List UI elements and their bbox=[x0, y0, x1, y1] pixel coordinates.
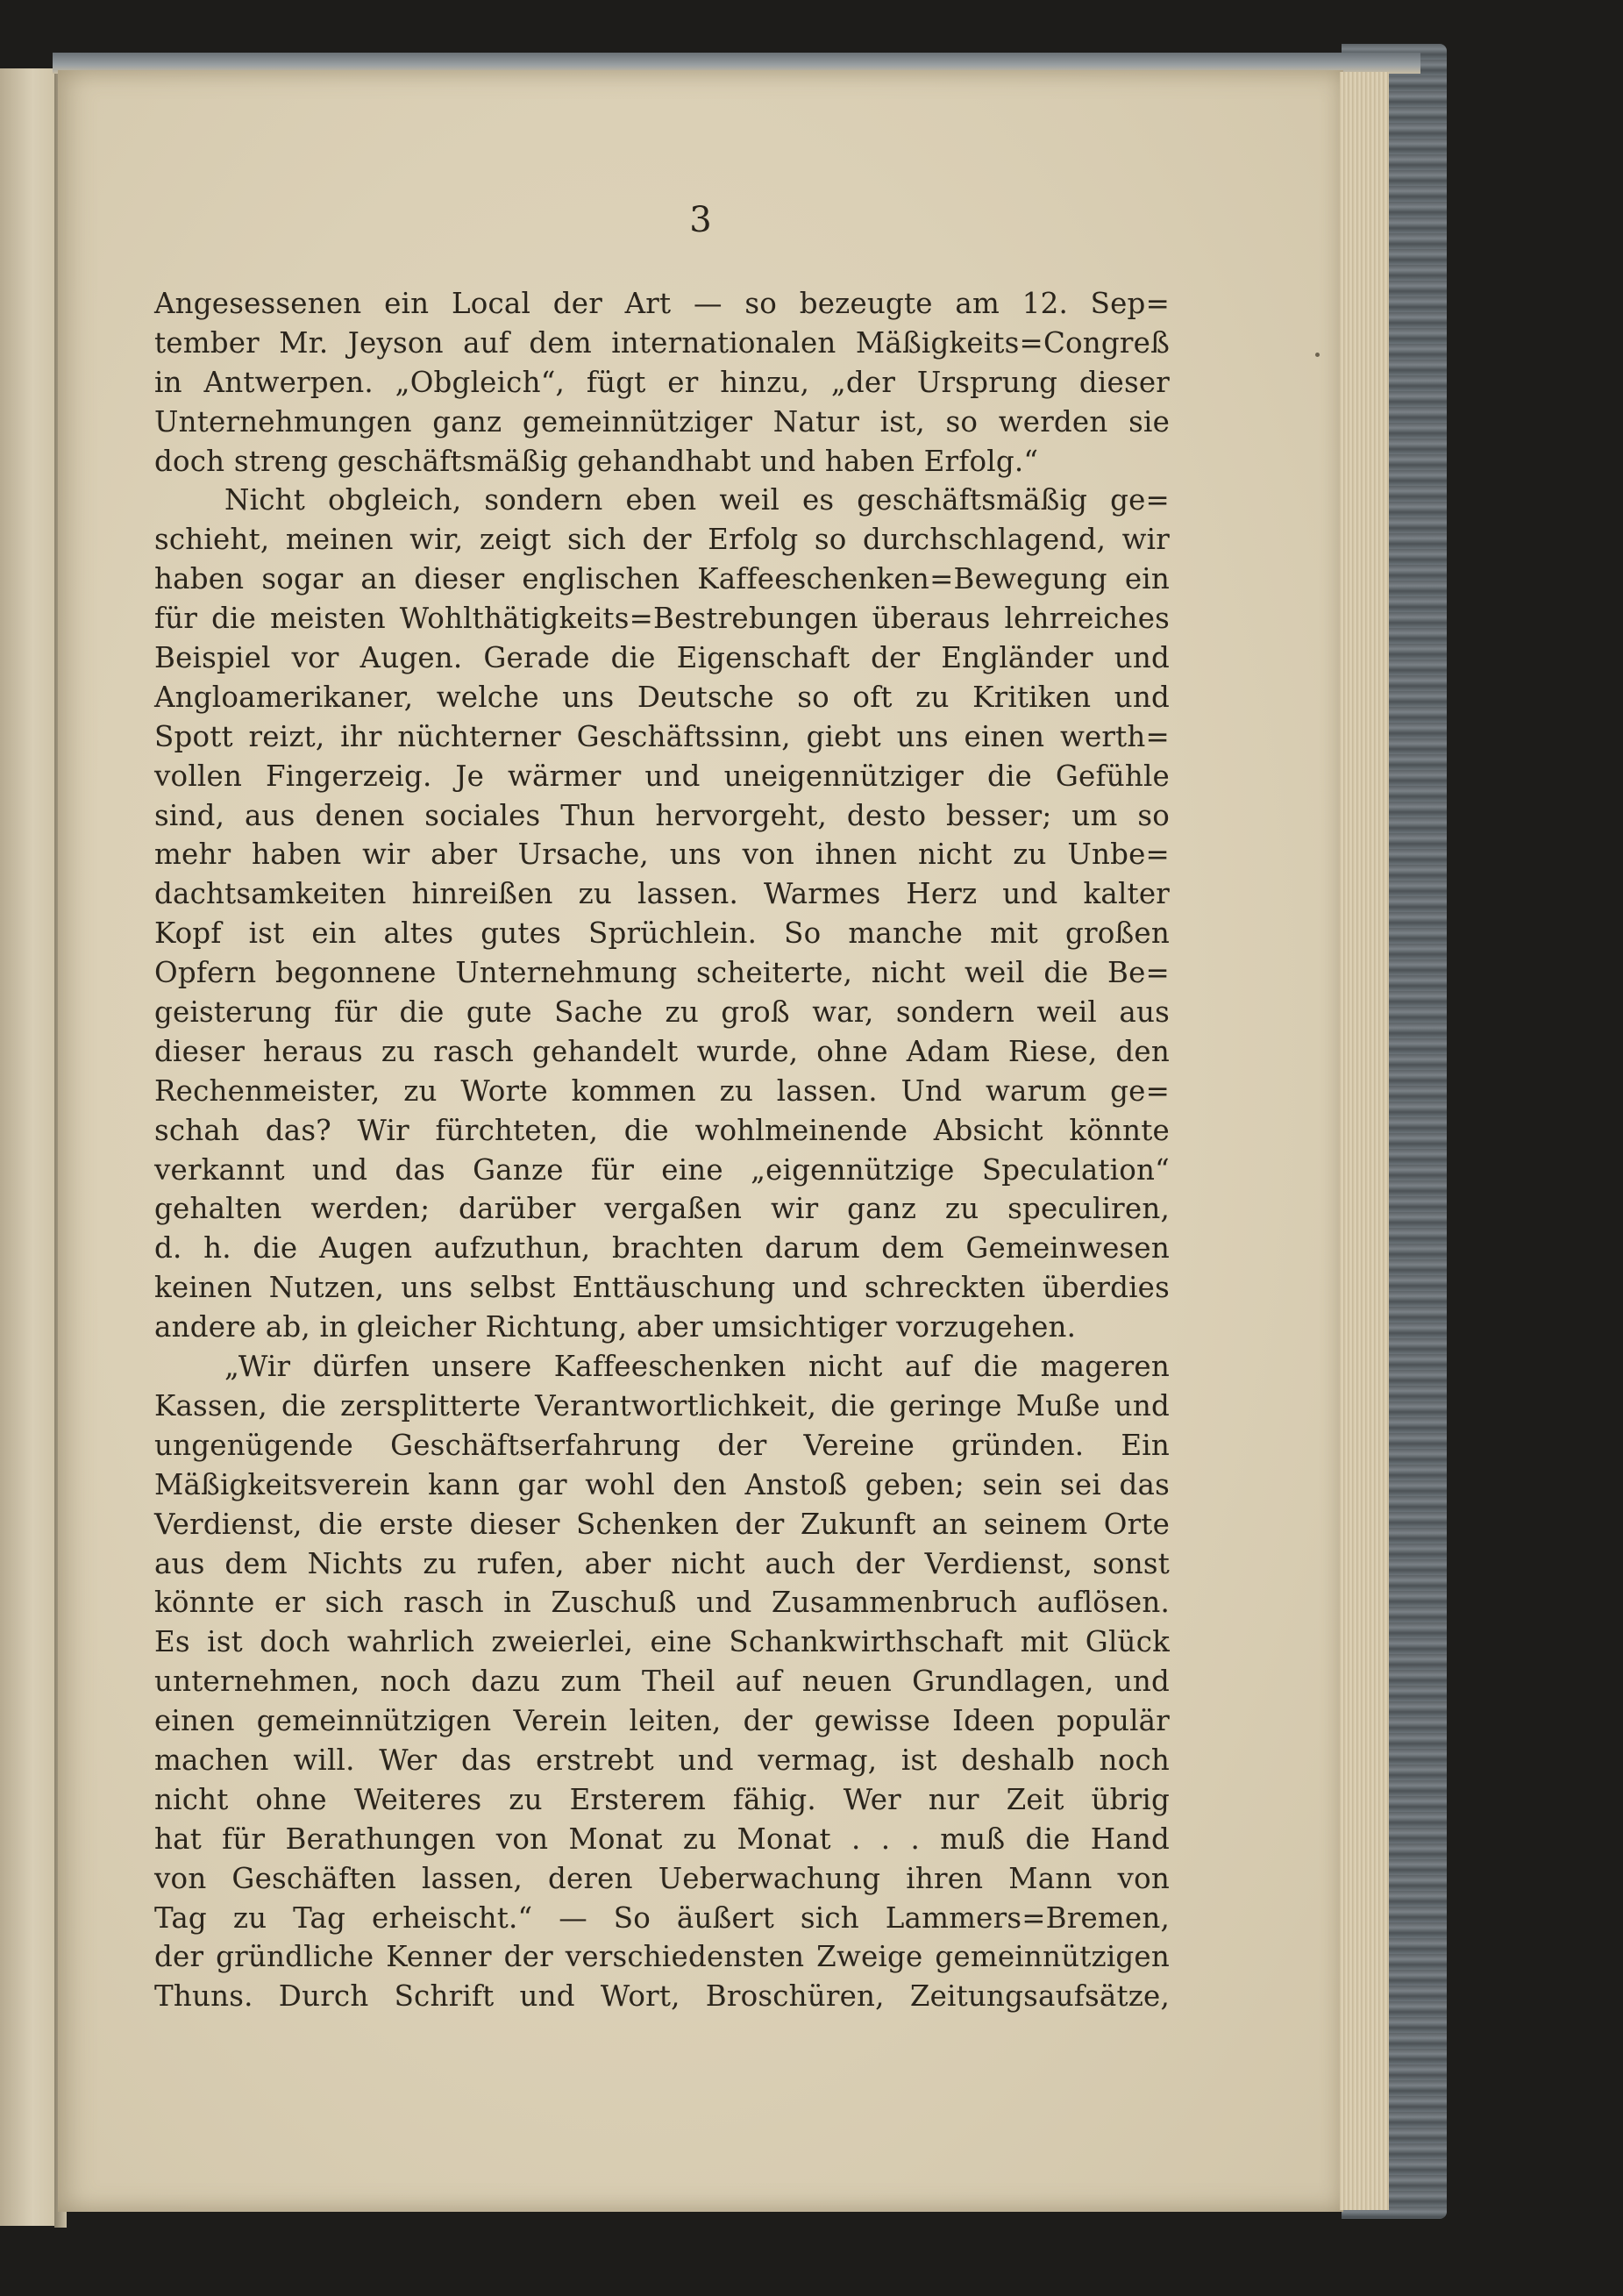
text-line: schieht, meinen wir, zeigt sich der Erfolg so durchschlagend, wir bbox=[154, 523, 1170, 557]
text-line: „Wir dürfen unsere Kaffeeschenken nicht auf die mageren bbox=[224, 1350, 1170, 1384]
text-line: andere ab, in gleicher Richtung, aber umsichtiger vorzugehen. bbox=[154, 1310, 1077, 1344]
text-line: Unternehmungen ganz gemeinnütziger Natur ist, so werden sie bbox=[154, 404, 1170, 439]
paper-speck bbox=[1315, 353, 1320, 357]
text-line: sind, aus denen sociales Thun hervorgeht, desto besser; um so bbox=[154, 798, 1170, 832]
text-line: gehalten werden; darüber vergaßen wir ganz zu speculiren, bbox=[154, 1192, 1170, 1226]
text-line: Thuns. Durch Schrift und Wort, Broschüren, Zeitungsaufsätze, bbox=[154, 1979, 1170, 2014]
text-line: ungenügende Geschäftserfahrung der Vereine gründen. Ein bbox=[154, 1428, 1170, 1462]
text-line: Verdienst, die erste dieser Schenken der Zukunft an seinem Orte bbox=[154, 1507, 1170, 1541]
text-line: doch streng geschäftsmäßig gehandhabt und haben Erfolg.“ bbox=[154, 444, 1039, 478]
text-line: hat für Berathungen von Monat zu Monat . . . muß die Hand bbox=[154, 1822, 1170, 1856]
text-line: d. h. die Augen aufzuthun, brachten darum dem Gemeinwesen bbox=[154, 1231, 1170, 1266]
text-line: vollen Fingerzeig. Je wärmer und uneigennütziger die Gefühle bbox=[154, 759, 1170, 793]
text-line: nicht ohne Weiteres zu Ersterem fähig. Wer nur Zeit übrig bbox=[154, 1782, 1170, 1816]
text-line: Angesessenen ein Local der Art — so bezeugte am 12. Sep= bbox=[154, 287, 1170, 320]
text-line: geisterung für die gute Sache zu groß war, sondern weil aus bbox=[154, 995, 1170, 1030]
text-line: Rechenmeister, zu Worte kommen zu lassen. Und warum ge= bbox=[154, 1073, 1170, 1108]
text-line: könnte er sich rasch in Zuschuß und Zusammenbruch auflösen. bbox=[154, 1586, 1170, 1620]
text-line: Kopf ist ein altes gutes Sprüchlein. So manche mit großen bbox=[154, 916, 1170, 951]
text-line: unternehmen, noch dazu zum Theil auf neuen Grundlagen, und bbox=[154, 1665, 1170, 1699]
text-line: Kassen, die zersplitterte Verantwortlichkeit, die geringe Muße und bbox=[154, 1388, 1170, 1423]
text-line: für die meisten Wohlthätigkeits=Bestrebungen überaus lehrreiches bbox=[154, 602, 1170, 636]
text-line: keinen Nutzen, uns selbst Enttäuschung und schreckten überdies bbox=[154, 1271, 1170, 1305]
text-line: verkannt und das Ganze für eine „eigennützige Speculation“ bbox=[154, 1152, 1170, 1187]
body-text bbox=[154, 284, 1170, 2016]
page-fore-edge bbox=[1340, 72, 1389, 2210]
text-line: mehr haben wir aber Ursache, uns von ihnen nicht zu Unbe= bbox=[154, 838, 1170, 872]
text-line: tember Mr. Jeyson auf dem internationalen Mäßigkeits=Congreß bbox=[154, 325, 1170, 360]
text-line: Mäßigkeitsverein kann gar wohl den Anstoß geben; sein sei das bbox=[154, 1467, 1170, 1501]
text-line: einen gemeinnützigen Verein leiten, der gewisse Ideen populär bbox=[154, 1704, 1170, 1738]
text-line: dachtsamkeiten hinreißen zu lassen. Warmes Herz und kalter bbox=[154, 877, 1170, 911]
text-line: haben sogar an dieser englischen Kaffeeschenken=Bewegung ein bbox=[154, 562, 1170, 596]
text-line: machen will. Wer das erstrebt und vermag, ist deshalb noch bbox=[154, 1743, 1170, 1777]
text-line: Angloamerikaner, welche uns Deutsche so oft zu Kritiken und bbox=[154, 680, 1170, 714]
text-line: von Geschäften lassen, deren Ueberwachung ihren Mann von bbox=[154, 1861, 1170, 1895]
text-line: Opfern begonnene Unternehmung scheiterte, nicht weil die Be= bbox=[154, 956, 1170, 990]
text-line: dieser heraus zu rasch gehandelt wurde, ohne Adam Riese, den bbox=[154, 1034, 1170, 1068]
text-line: Spott reizt, ihr nüchterner Geschäftssinn, giebt uns einen werth= bbox=[154, 719, 1170, 753]
text-line: aus dem Nichts zu rufen, aber nicht auch der Verdienst, sonst bbox=[154, 1546, 1170, 1580]
text-line: Beispiel vor Augen. Gerade die Eigenschaft der Engländer und bbox=[154, 641, 1170, 675]
text-line: schah das? Wir fürchteten, die wohlmeinende Absicht könnte bbox=[154, 1113, 1170, 1147]
text-line: in Antwerpen. „Obgleich“, fügt er hinzu, „der Ursprung dieser bbox=[154, 365, 1170, 399]
book-page bbox=[58, 70, 1343, 2212]
left-page-edge bbox=[0, 68, 56, 2226]
text-line: Nicht obgleich, sondern eben weil es geschäftsmäßig ge= bbox=[224, 483, 1170, 517]
text-line: Tag zu Tag erheischt.“ — So äußert sich Lammers=Bremen, bbox=[154, 1900, 1170, 1935]
text-line: Es ist doch wahrlich zweierlei, eine Schankwirthschaft mit Glück bbox=[154, 1625, 1170, 1659]
page-number: 3 bbox=[689, 200, 712, 240]
text-line: der gründliche Kenner der verschiedensten Zweige gemeinnützigen bbox=[154, 1940, 1170, 1974]
